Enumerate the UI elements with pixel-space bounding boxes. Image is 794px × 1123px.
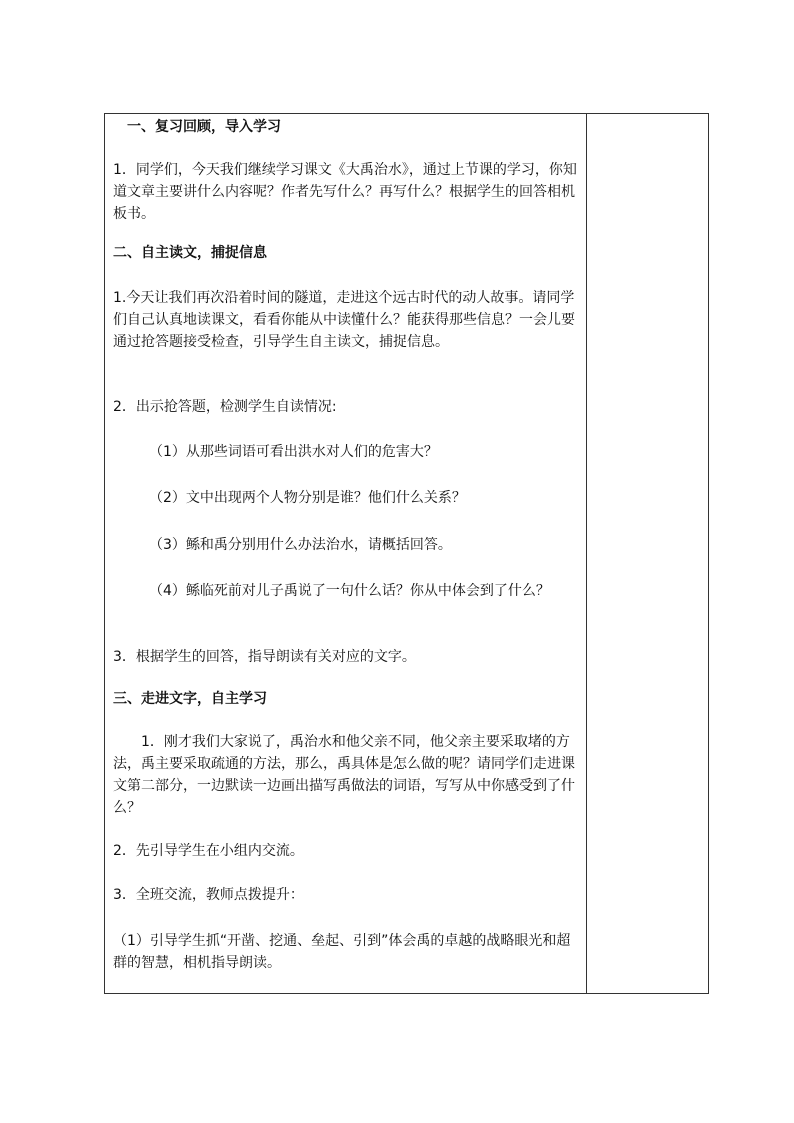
- section-heading-1: 一、复习回顾，导入学习: [127, 119, 281, 135]
- section-heading-2: 二、自主读文，捕捉信息: [113, 245, 267, 261]
- paragraph-read: 1.今天让我们再次沿着时间的隧道，走进这个远古时代的动人故事。请同学们自己认真地读课文，看看你能从中读懂什么？能获得那些信息？一会儿要通过抢答题接受检查，引导学生自主读文，捕捉信息。: [113, 290, 575, 350]
- paragraph-guide: （1）引导学生抓“开凿、挖通、垒起、引到”体会禹的卓越的战略眼光和超群的智慧，相机指导朗读。: [113, 933, 571, 971]
- question-1: （1）从那些词语可看出洪水对人们的危害大？: [149, 444, 438, 460]
- paragraph-quiz-intro: 2．出示抢答题，检测学生自读情况:: [113, 399, 337, 415]
- paragraph-review: 1．同学们，今天我们继续学习课文《大禹治水》，通过上节课的学习，你知道文章主要讲什么内容呢？作者先写什么？再写什么？根据学生的回答相机板书。: [113, 162, 577, 222]
- section-heading-3: 三、走进文字，自主学习: [113, 691, 267, 707]
- lesson-table: [104, 113, 709, 994]
- question-3: （3）鲧和禹分别用什么办法治水，请概括回答。: [149, 537, 452, 553]
- column-divider: [586, 114, 587, 993]
- paragraph-read-aloud: 3．根据学生的回答，指导朗读有关对应的文字。: [113, 649, 416, 665]
- paragraph-group: 2．先引导学生在小组内交流。: [113, 843, 304, 859]
- question-4: （4）鲧临死前对儿子禹说了一句什么话？你从中体会到了什么？: [149, 583, 550, 599]
- question-2: （2）文中出现两个人物分别是谁？他们什么关系？: [149, 490, 466, 506]
- paragraph-explore: 1．刚才我们大家说了，禹治水和他父亲不同，他父亲主要采取堵的方法，禹主要采取疏通的方法，那么，禹具体是怎么做的呢？请同学们走进课文第二部分，一边默读一边画出描写禹做法的词语，写写从中你感受到了什么？: [113, 734, 575, 816]
- paragraph-class: 3．全班交流，教师点拨提升：: [113, 887, 304, 903]
